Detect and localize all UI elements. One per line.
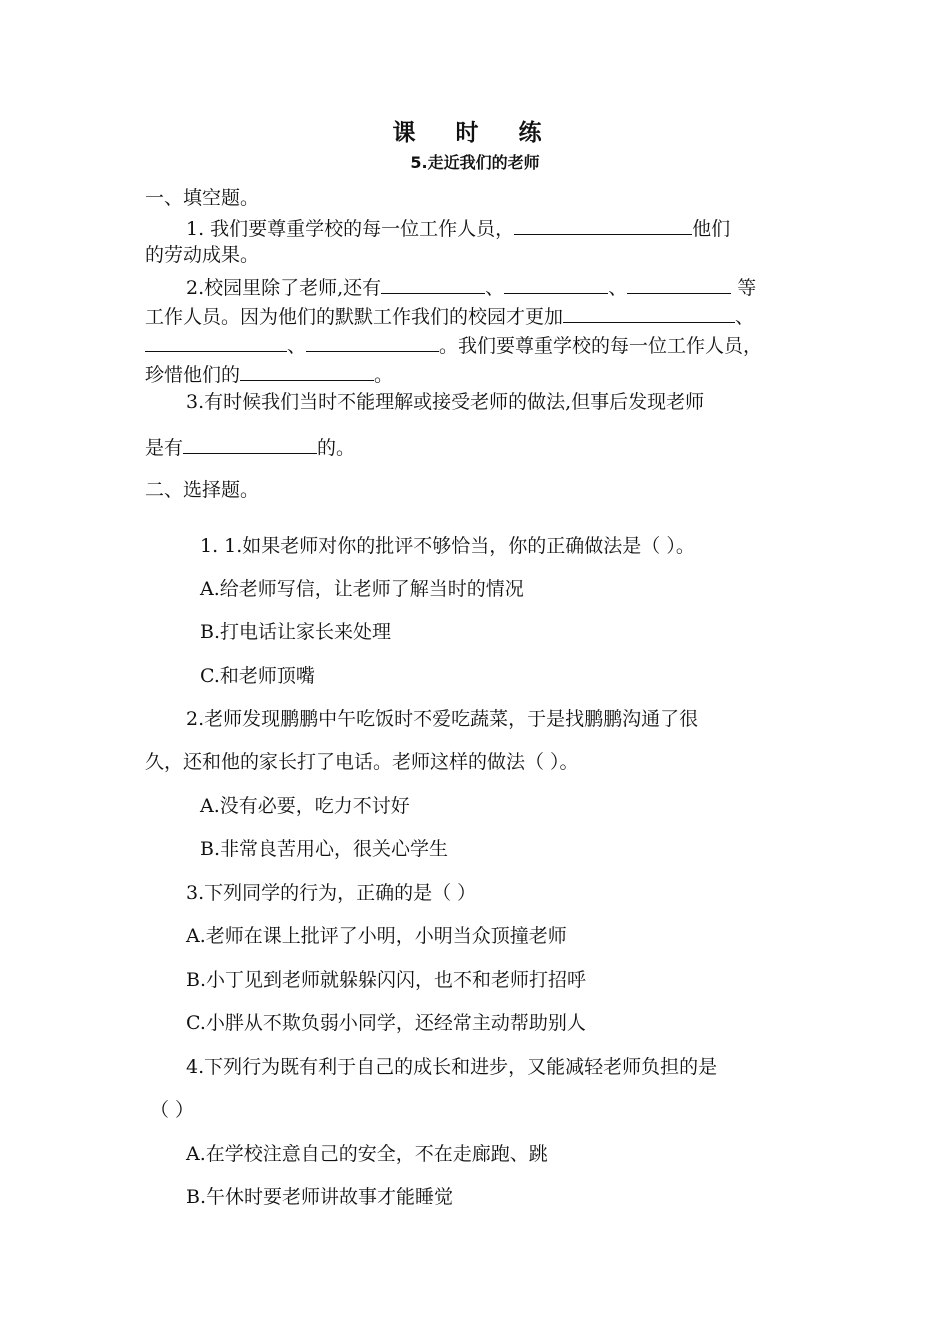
choice-q2-stem-line1: 2.老师发现鹏鹏中午吃饭时不爱吃蔬菜，于是找鹏鹏沟通了很 [186, 708, 699, 730]
choice-q3-option-a[interactable]: A.老师在课上批评了小明，小明当众顶撞老师 [186, 925, 567, 947]
section1-heading: 一、填空题。 [145, 187, 260, 209]
fill-q2-line3 [145, 331, 762, 358]
choice-q4-stem-line1: 4.下列行为既有利于自己的成长和进步，又能减轻老师负担的是 [186, 1056, 718, 1078]
fill-q1-line2: 的劳动成果。 [145, 244, 260, 266]
choice-q2-option-b[interactable]: B.非常良苦用心，很关心学生 [200, 838, 449, 860]
fill-q2-blank-1[interactable] [381, 273, 485, 294]
fill-q2-text-d: 。我们要尊重学校的每一位工作人员， [439, 335, 763, 357]
fill-q1-text-b: 他们 [692, 218, 731, 240]
page-subtitle: 5.走近我们的老师 [410, 153, 540, 172]
fill-q2-line1 [186, 273, 756, 300]
choice-q2-stem-line2: 久，还和他的家长打了电话。老师这样的做法（ ）。 [145, 751, 579, 773]
fill-q1-text-a: 1. 我们要尊重学校的每一位工作人员， [186, 218, 515, 240]
fill-q2-text-e: 珍惜他们的 [145, 364, 241, 386]
choice-q1-option-b[interactable]: B.打电话让家长来处理 [200, 621, 392, 643]
choice-q2-option-a[interactable]: A.没有必要，吃力不讨好 [200, 795, 410, 817]
fill-q1-line1 [186, 214, 730, 241]
fill-q1-blank[interactable] [514, 214, 692, 235]
fill-q3-line2 [145, 433, 355, 460]
fill-q2-text-b: 等 [737, 277, 757, 299]
fill-q2-sep-2: 、 [608, 277, 628, 299]
choice-q3-option-c[interactable]: C.小胖从不欺负弱小同学，还经常主动帮助别人 [186, 1012, 586, 1034]
fill-q2-blank-4[interactable] [563, 302, 735, 323]
fill-q2-text-a: 2.校园里除了老师,还有 [186, 277, 382, 299]
fill-q2-sep-1: 、 [485, 277, 505, 299]
choice-q3-stem: 3.下列同学的行为，正确的是（ ） [186, 882, 477, 904]
page-title: 课 时 练 [392, 120, 558, 146]
fill-q3-line1: 3.有时候我们当时不能理解或接受老师的做法,但事后发现老师 [186, 391, 705, 413]
choice-q4-stem-line2: （ ） [150, 1099, 195, 1121]
fill-q3-blank[interactable] [183, 433, 317, 454]
choice-q3-option-b[interactable]: B.小丁见到老师就躲躲闪闪，也不和老师打招呼 [186, 969, 587, 991]
choice-q1-option-c[interactable]: C.和老师顶嘴 [200, 665, 315, 687]
fill-q2-blank-5[interactable] [145, 331, 287, 352]
choice-q4-option-a[interactable]: A.在学校注意自己的安全，不在走廊跑、跳 [186, 1143, 548, 1165]
fill-q3-text-b: 是有 [145, 437, 184, 459]
section2-heading: 二、选择题。 [145, 479, 260, 501]
choice-q1-option-a[interactable]: A.给老师写信，让老师了解当时的情况 [200, 578, 524, 600]
fill-q2-blank-7[interactable] [240, 360, 374, 381]
fill-q2-blank-6[interactable] [306, 331, 439, 352]
fill-q3-text-c: 的。 [317, 437, 356, 459]
fill-q2-line2 [145, 302, 754, 329]
choice-q1-stem: 1. 1.如果老师对你的批评不够恰当，你的正确做法是（ ）。 [200, 535, 695, 557]
fill-q2-text-f: 。 [374, 364, 394, 386]
fill-q2-sep-3: 、 [735, 306, 755, 328]
fill-q2-text-c: 工作人员。因为他们的默默工作我们的校园才更加 [145, 306, 564, 328]
fill-q2-blank-3[interactable] [627, 273, 731, 294]
choice-q4-option-b[interactable]: B.午休时要老师讲故事才能睡觉 [186, 1186, 454, 1208]
fill-q2-blank-2[interactable] [504, 273, 608, 294]
fill-q2-line4 [145, 360, 393, 387]
fill-q2-sep-4: 、 [287, 335, 307, 357]
